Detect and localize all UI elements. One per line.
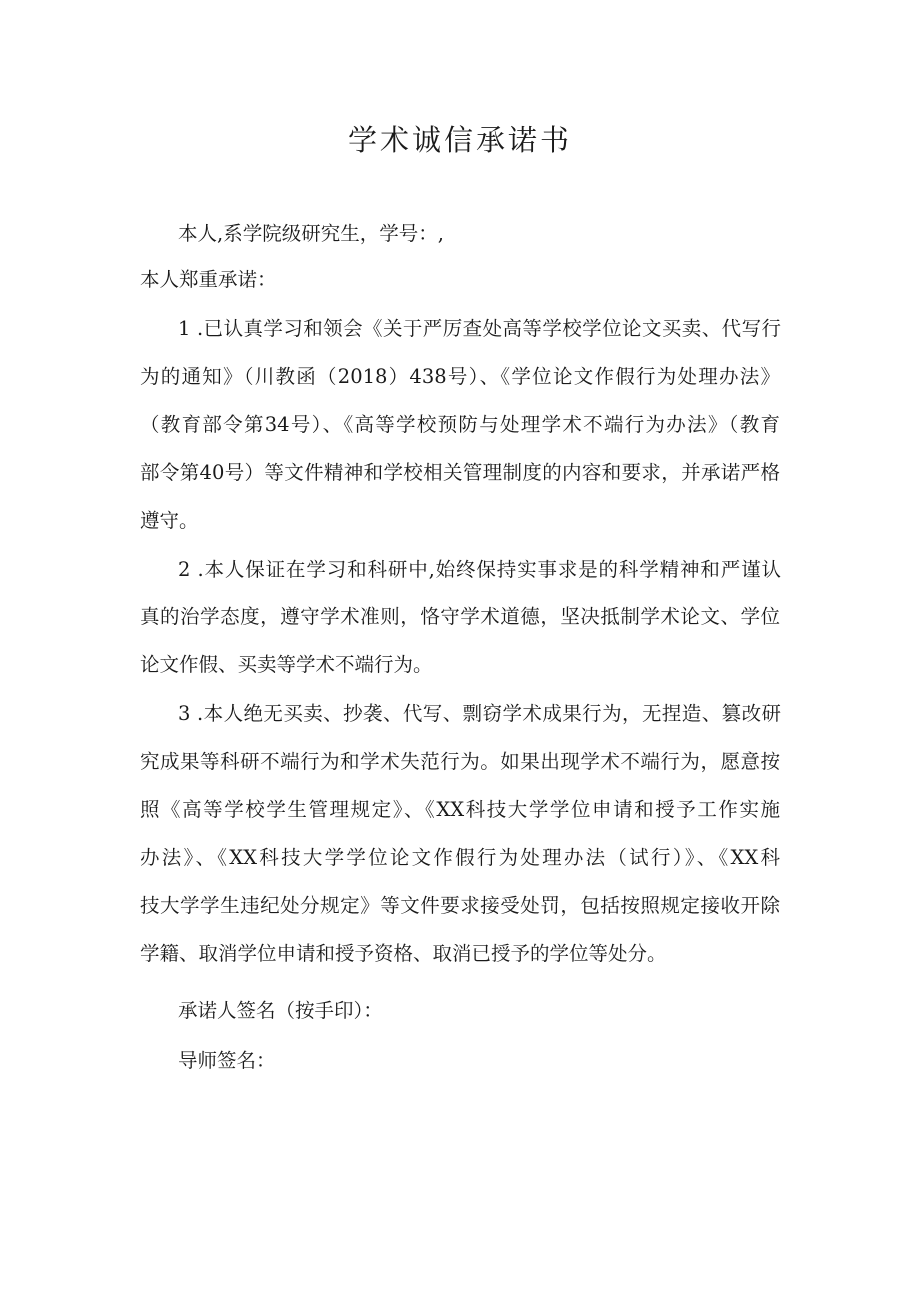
paragraph-line: 2 .本人保证在学习和科研中,始终保持实事求是的科学精神和严谨认 <box>178 558 781 581</box>
signature-label: 承诺人签名（按手印）： <box>178 999 383 1022</box>
page-title: 学术诚信承诺书 <box>347 123 572 157</box>
paragraph-line: 真的治学态度，遵守学术准则，恪守学术道德，坚决抵制学术论文、学位 <box>140 605 780 628</box>
paragraph-line: 1 .已认真学习和领会《关于严厉查处高等学校学位论文买卖、代写行 <box>178 317 781 340</box>
paragraph-line: 遵守。 <box>140 509 199 532</box>
paragraph-line: 照《高等学校学生管理规定》、《XX科技大学学位申请和授予工作实施 <box>140 798 780 821</box>
pledge-line: 本人郑重承诺： <box>140 268 277 291</box>
paragraph-line: 学籍、取消学位申请和授予资格、取消已授予的学位等处分。 <box>140 942 667 965</box>
paragraph-line: 技大学学生违纪处分规定》等文件要求接受处罚，包括按照规定接收开除 <box>140 894 780 917</box>
paragraph-line: 为的通知》（川教函（2018）438号）、《学位论文作假行为处理办法》 <box>140 365 780 388</box>
paragraph-line: 3 .本人绝无买卖、抄袭、代写、剽窃学术成果行为，无捏造、篡改研 <box>178 702 781 725</box>
paragraph-line: 部令第40号）等文件精神和学校相关管理制度的内容和要求，并承诺严格 <box>140 461 780 484</box>
paragraph-line: 究成果等科研不端行为和学术失范行为。如果出现学术不端行为，愿意按 <box>140 750 780 773</box>
advisor-signature-label: 导师签名： <box>178 1049 276 1072</box>
paragraph-line: 办法》、《XX科技大学学位论文作假行为处理办法（试行）》、《XX科 <box>140 846 780 869</box>
paragraph-line: 论文作假、买卖等学术不端行为。 <box>140 653 433 676</box>
intro-line: 本人,系学院级研究生，学号：, <box>178 222 444 245</box>
paragraph-line: （教育部令第34号）、《高等学校预防与处理学术不端行为办法》（教育 <box>140 413 780 436</box>
